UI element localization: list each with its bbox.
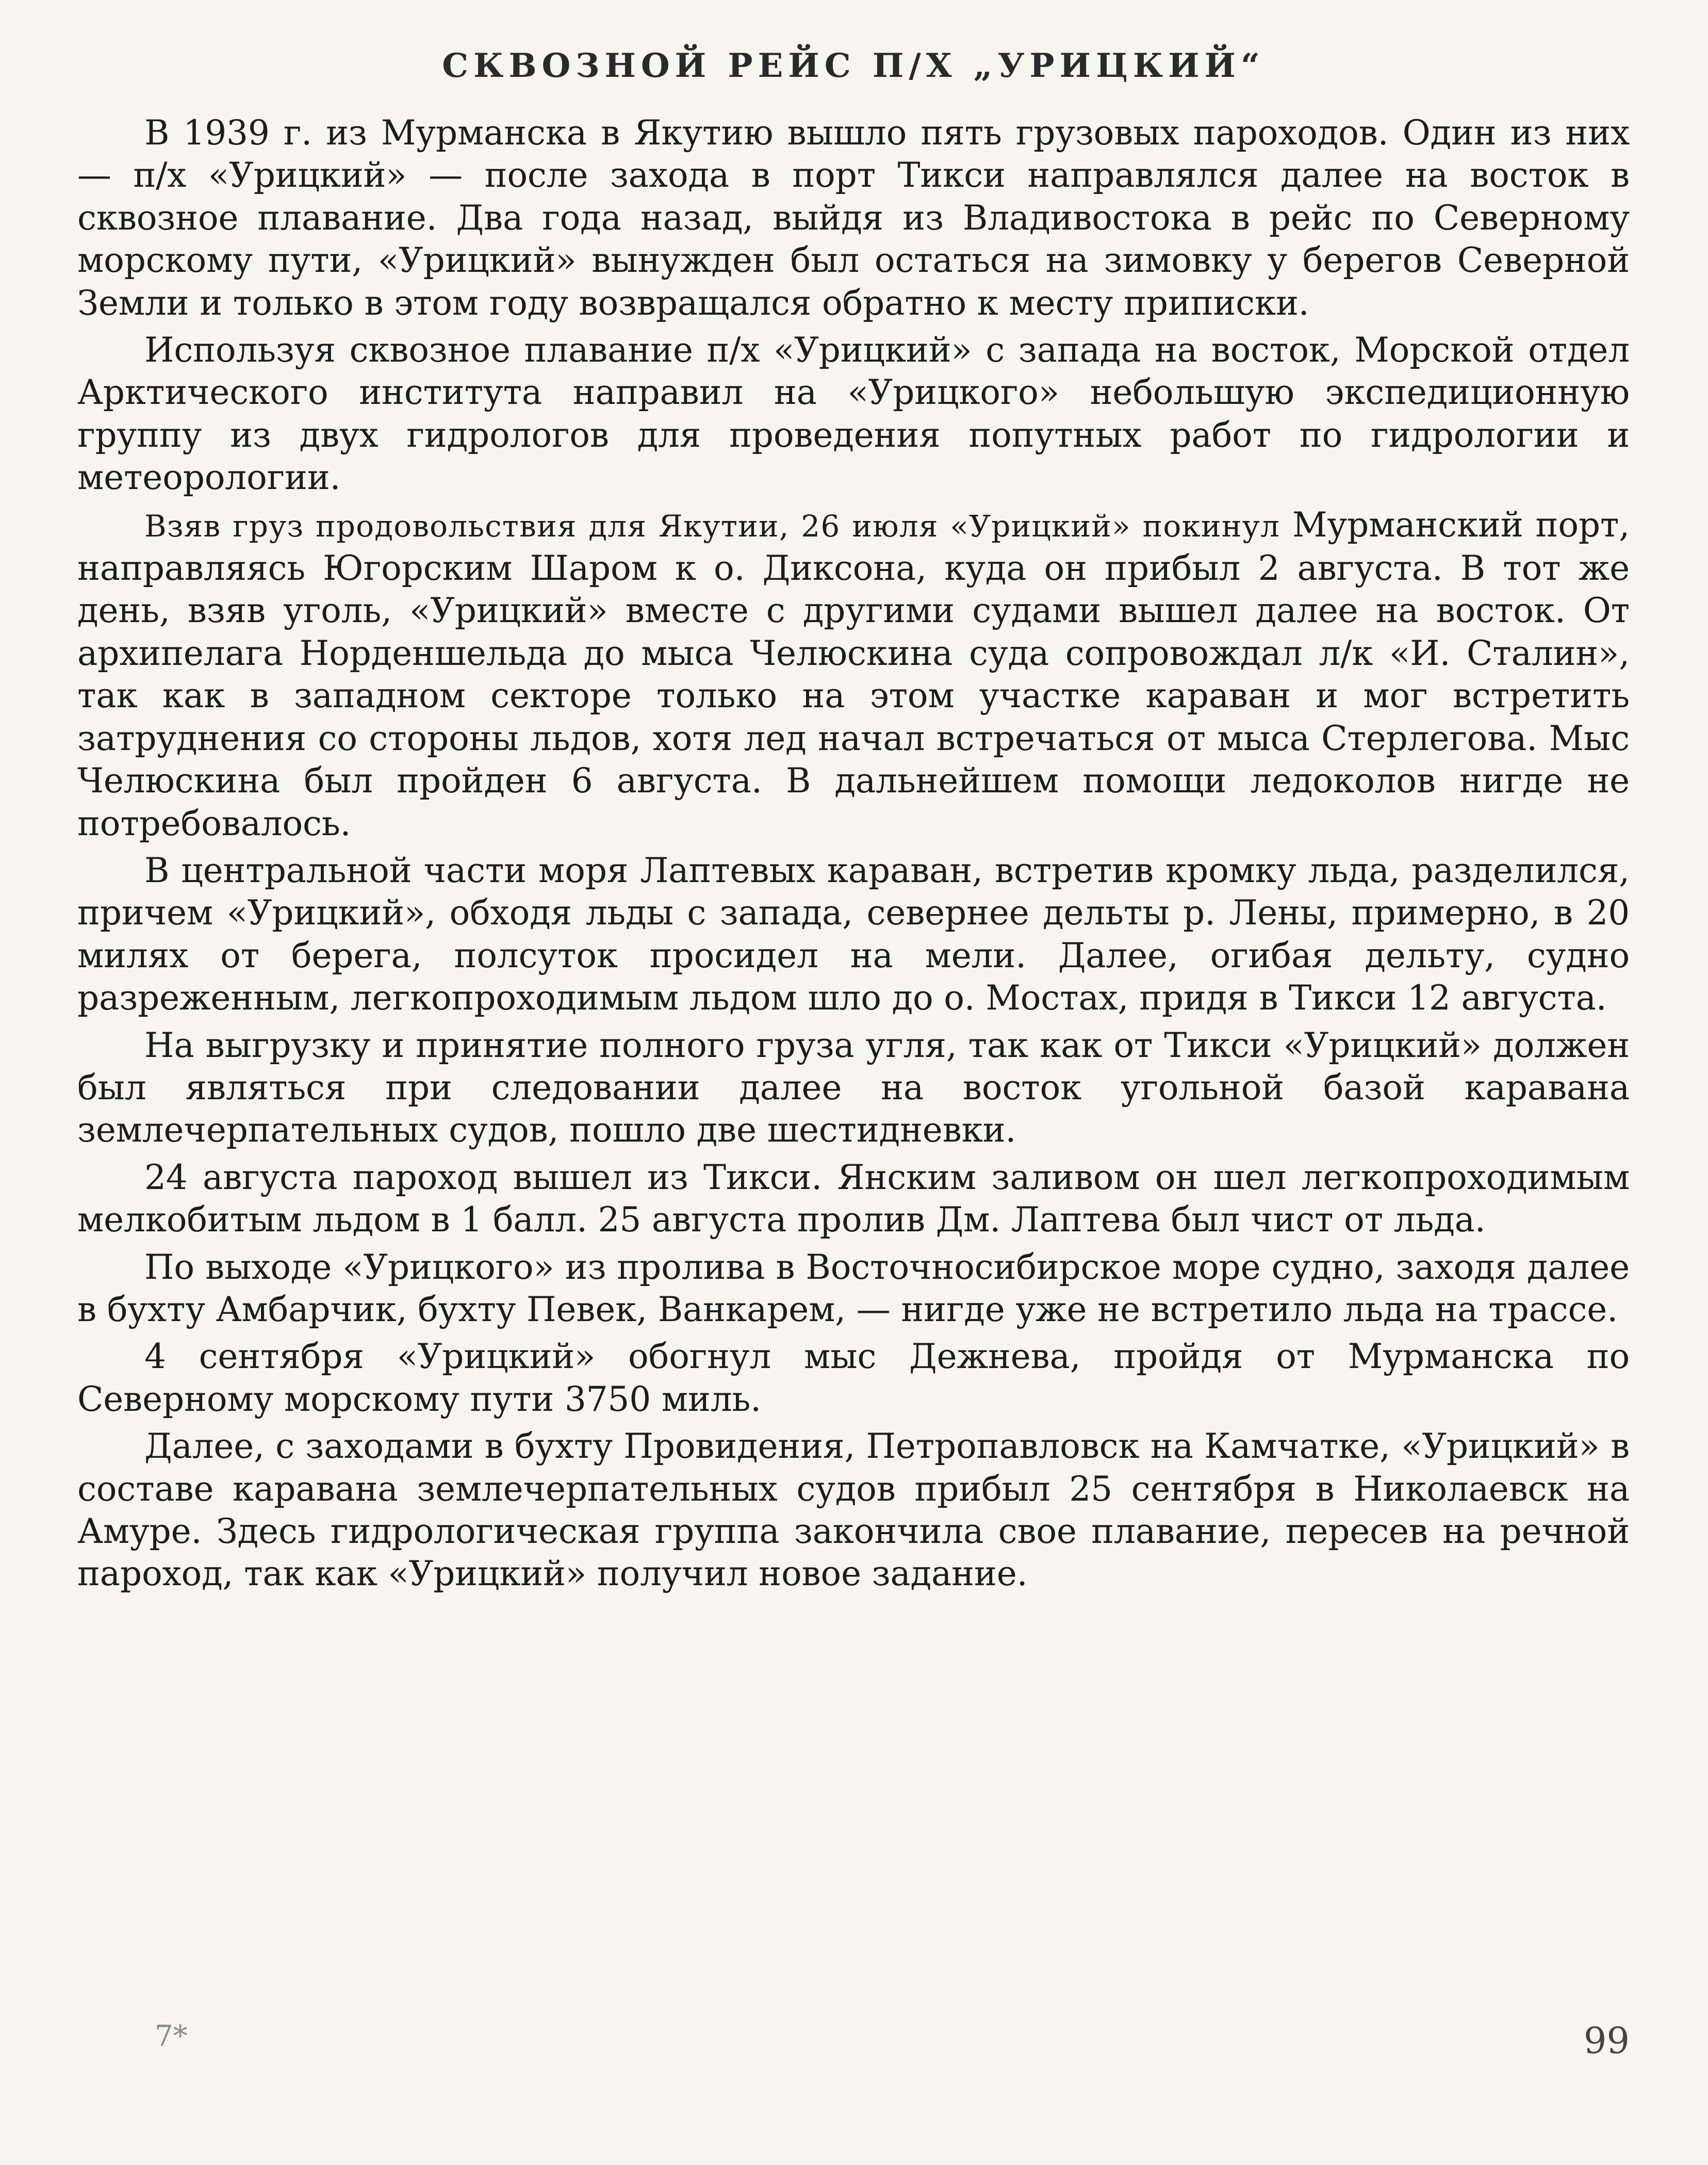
page-title: СКВОЗНОЙ РЕЙС П/Х „УРИЦКИЙ“ — [442, 46, 1265, 85]
paragraph-6: 24 августа пароход вышел из Тикси. Янским заливом он шел легкопроходимым мелкобитым льдом в 1 балл. 25 августа пролив Дм. Лаптева был чист от льда. — [77, 1157, 1630, 1240]
paragraph-3 — [77, 504, 1630, 845]
paragraph-3-first-line: Взяв груз продовольствия для Якутии, 26 июля «Урицкий» покинул — [144, 508, 1280, 544]
paragraph-8: 4 сентября «Урицкий» обогнул мыс Дежнева, пройдя от Мурманска по Северному морскому пути 3750 миль. — [77, 1337, 1630, 1419]
paragraph-7: По выходе «Урицкого» из пролива в Восточносибирское море судно, заходя далее в бухту Амбарчик, бухту Певек, Ванкарем, — нигде уже не встретило льда на трассе. — [77, 1247, 1630, 1329]
paragraph-4: В центральной части моря Лаптевых караван, встретив кромку льда, разделился, причем «Урицкий», обходя льды с запада, севернее дельты р. Лены, примерно, в 20 милях от берега, полсуток просидел на мели. Далее, огибая дельту, судно разреженным, легкопроходимым льдом шло до о. Мостах, придя в Тикси 12 августа. — [77, 850, 1630, 1018]
signature-mark: 7* — [155, 2020, 188, 2053]
paragraph-3-body: Мурманский порт, направляясь Югорским Шаром к о. Диксона, куда он прибыл 2 августа. В тот же день, взяв уголь, «Урицкий» вместе с другими судами вышел далее на восток. От архипелага Норденшельда до мыса Челюскина суда сопровождал л/к «И. Сталин», так как в западном секторе только на этом участке караван и мог встретить затруднения со стороны льдов, хотя лед начал встречаться от мыса Стерлегова. Мыс Челюскина был пройден 6 августа. В дальнейшем помощи ледоколов нигде не потребовалось. — [77, 504, 1630, 843]
paragraph-2: Используя сквозное плавание п/х «Урицкий» с запада на восток, Морской отдел Арктического института направил на «Урицкого» небольшую экспедиционную группу из двух гидрологов для проведения попутных работ по гидрологии и метеорологии. — [77, 330, 1630, 498]
paragraph-1: В 1939 г. из Мурманска в Якутию вышло пять грузовых пароходов. Один из них — п/х «Урицкий» — после захода в порт Тикси направлялся далее на восток в сквозное плавание. Два года назад, выйдя из Владивостока в рейс по Северному морскому пути, «Урицкий» вынужден был остаться на зимовку у берегов Северной Земли и только в этом году возвращался обратно к месту приписки. — [77, 113, 1630, 323]
paragraph-5: На выгрузку и принятие полного груза угля, так как от Тикси «Урицкий» должен был являться при следовании далее на восток угольной базой каравана землечерпательных судов, пошло две шестидневки. — [77, 1025, 1630, 1150]
document-page — [77, 46, 1630, 1600]
paragraph-9: Далее, с заходами в бухту Провидения, Петропавловск на Камчатке, «Урицкий» в составе каравана землечерпательных судов прибыл 25 сентября в Николаевск на Амуре. Здесь гидрологическая группа закончила свое плавание, пересев на речной пароход, так как «Урицкий» получил новое задание. — [77, 1426, 1630, 1594]
page-footer — [77, 2020, 1630, 2071]
page-number: 99 — [1583, 2020, 1630, 2062]
